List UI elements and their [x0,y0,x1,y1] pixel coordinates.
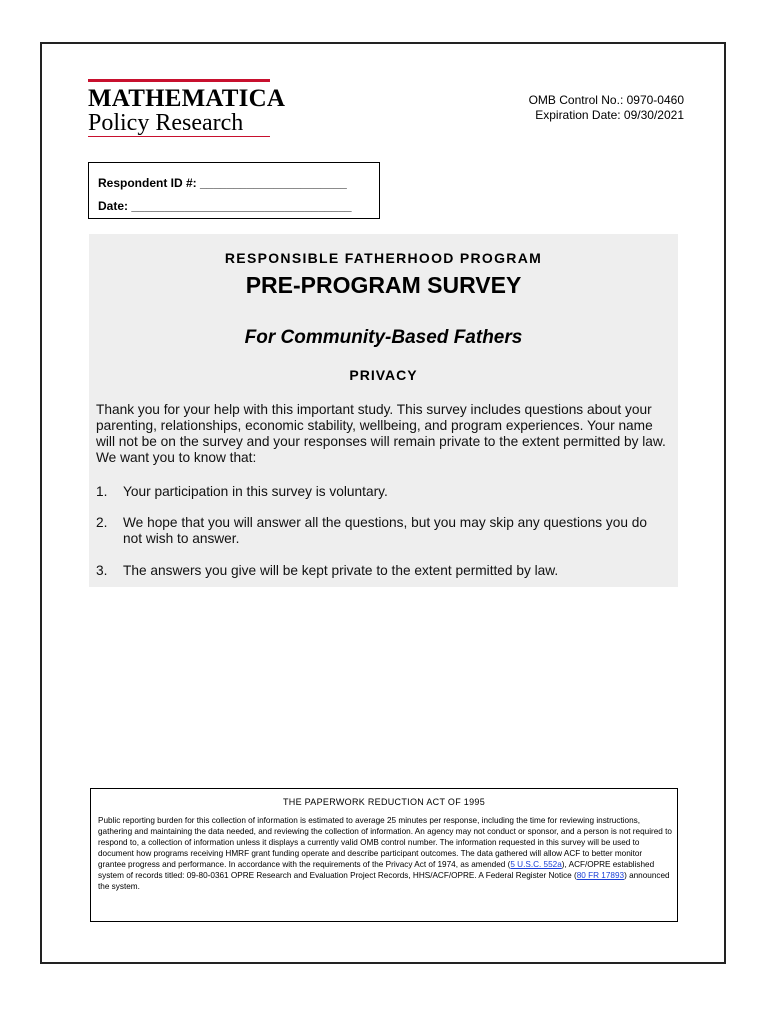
respondent-box [88,162,380,219]
pra-text-3: ) announced the system. [98,871,670,891]
list-item-number: 2. [96,515,108,530]
list-item-text: The answers you give will be kept private to the extent permitted by law. [123,563,559,578]
logo-name: MATHEMATICA [88,85,286,112]
pra-text-2: ), ACF/OPRE established system of records titled: 09-80-0361 OPRE Research and Evaluation Project Records, HHS/ACF/OPRE. A Federal Register Notice ( [98,860,655,880]
pra-title: THE PAPERWORK REDUCTION ACT OF 1995 [282,797,486,807]
respondent-id-field[interactable]: Respondent ID #: ______________________ [98,176,347,190]
usc-link[interactable]: 5 U.S.C. 552a [510,860,562,869]
logo-top-rule [88,79,270,82]
privacy-heading: PRIVACY [349,367,418,383]
list-item-text: Your participation in this survey is voluntary. [123,484,388,499]
program-title: RESPONSIBLE FATHERHOOD PROGRAM [224,250,543,266]
omb-info [529,93,684,123]
date-field[interactable]: Date: _________________________________ [98,199,352,213]
survey-title: PRE-PROGRAM SURVEY [245,272,522,298]
paperwork-reduction-box [90,788,678,922]
privacy-section [89,234,678,587]
intro-paragraph: Thank you for your help with this important study. This survey includes questions about your parenting, relationships, economic stability, wellbeing, and program experiences. Your name will not be on the survey and your responses will remain private to the extent permitted by law. We want you to know that: [96,402,666,465]
list-item-text: We hope that you will answer all the questions, but you may skip any questions you do not wish to answer. [123,515,647,546]
omb-control-number: OMB Control No.: 0970-0460 [528,93,684,107]
federal-register-link[interactable]: 80 FR 17893 [576,871,625,880]
logo-bottom-rule [88,136,270,137]
list-item-number: 3. [96,563,108,578]
pra-text-1: Public reporting burden for this collection of information is estimated to average 25 minutes per response, including the time for reviewing instructions, gathering and maintaining the data needed, and reviewing the collection of information. An agency may not conduct or sponsor, and a person is not required to respond to, a collection of information unless it displays a currently valid OMB control number. The information requested in this survey will be used to document how programs receiving HMRF grant funding operate and describe participant outcomes. The data gathered will allow ACF to better monitor grantee progress and performance. In accordance with the requirements of the Privacy Act of 1974, as amended ( [98,816,672,869]
pra-body [98,815,672,892]
audience-subtitle: For Community-Based Fathers [244,327,523,348]
list-item-number: 1. [96,484,108,499]
logo-subtitle: Policy Research [88,110,244,136]
omb-expiration-date: Expiration Date: 09/30/2021 [535,108,684,122]
